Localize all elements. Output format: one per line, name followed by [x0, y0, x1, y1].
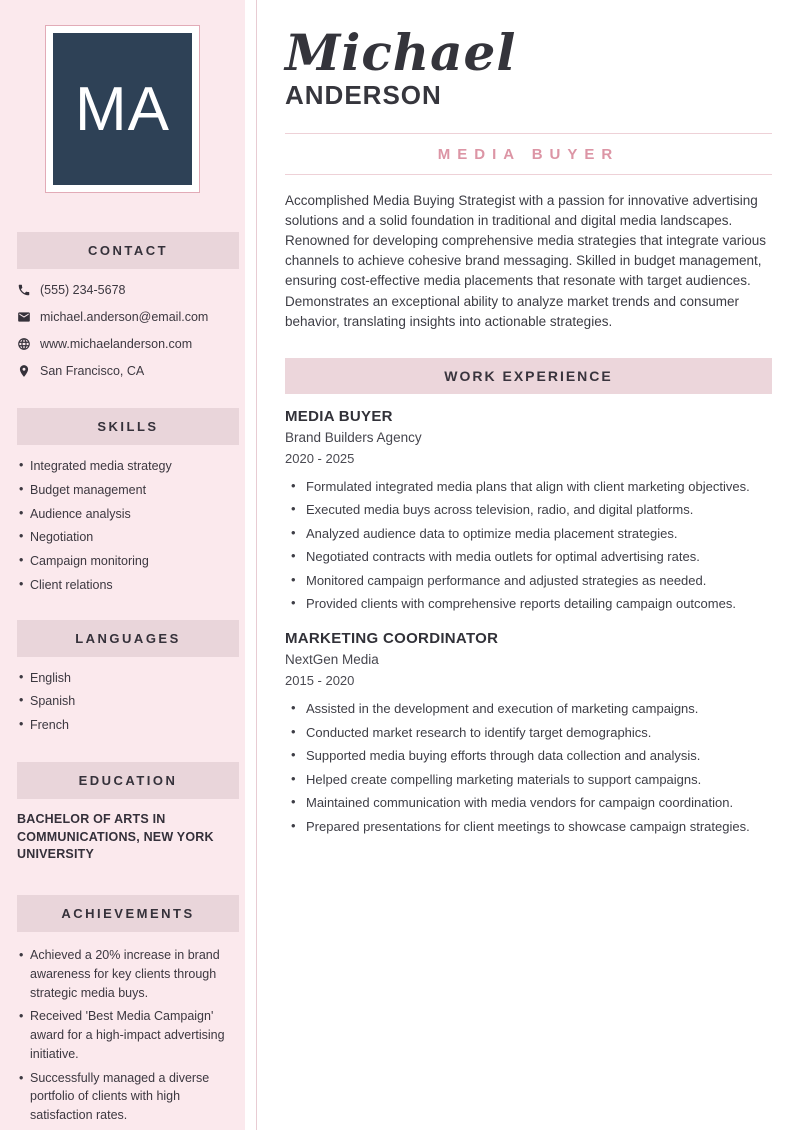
- job-bullet: • Assisted in the development and execution of marketing campaigns.: [285, 700, 772, 717]
- contact-row-website: [17, 336, 239, 351]
- job-bullet: • Analyzed audience data to optimize media placement strategies.: [285, 525, 772, 542]
- achievement-item: • Successfully managed a diverse portfolio of clients with high satisfaction rates.: [19, 1069, 235, 1125]
- last-name: ANDERSON: [285, 80, 442, 110]
- contact-row-location: [17, 363, 239, 378]
- job-bullet: • Provided clients with comprehensive reports detailing campaign outcomes.: [285, 595, 772, 612]
- divider-line: [285, 174, 772, 175]
- achievement-item: • Received 'Best Media Campaign' award for a high-impact advertising initiative.: [19, 1007, 235, 1063]
- job-bullet: • Executed media buys across television, radio, and digital platforms.: [285, 501, 772, 518]
- job-dates: 2020 - 2025: [285, 450, 355, 466]
- work-experience-header: WORK EXPERIENCE: [285, 358, 772, 394]
- language-item: • English: [19, 672, 239, 686]
- job-title: MARKETING COORDINATOR: [285, 630, 499, 648]
- skills-list: [19, 460, 239, 593]
- skill-item: • Budget management: [19, 484, 239, 498]
- contact-row-email: [17, 309, 239, 324]
- job-entry-2: [285, 630, 772, 835]
- education-degree: BACHELOR OF ARTS IN COMMUNICATIONS, NEW YORK UNIVERSITY: [17, 811, 214, 862]
- job-bullet: • Maintained communication with media vendors for campaign coordination.: [285, 794, 772, 811]
- languages-list: [19, 672, 239, 733]
- job-bullet-list: [285, 700, 772, 835]
- phone-icon: [17, 283, 31, 297]
- achievements-section-header: ACHIEVEMENTS: [17, 895, 239, 932]
- profile-summary: Accomplished Media Buying Strategist with a passion for innovative advertising solutions and a solid foundation in traditional and digital media landscapes. Renowned for developing comprehensive media strategies that integrate various channels to achieve cohesive brand messaging. Skilled in budget management, ensuring cost-effective media placements that resonate with target audiences. Demonstrates an exceptional ability to analyze market trends and consumer behavior, translating insights into actionable strategies.: [285, 193, 767, 329]
- globe-icon: [17, 337, 31, 351]
- contact-section-header: CONTACT: [17, 232, 239, 269]
- job-bullet: • Supported media buying efforts through data collection and analysis.: [285, 747, 772, 764]
- skill-item: • Negotiation: [19, 531, 239, 545]
- job-bullet: • Helped create compelling marketing materials to support campaigns.: [285, 771, 772, 788]
- contact-list: [17, 282, 239, 378]
- contact-phone-text: (555) 234-5678: [40, 282, 126, 297]
- skill-item: • Integrated media strategy: [19, 460, 239, 474]
- skills-section-header: SKILLS: [17, 408, 239, 445]
- job-bullet: • Monitored campaign performance and adjusted strategies as needed.: [285, 572, 772, 589]
- language-item: • French: [19, 719, 239, 733]
- contact-location-text: San Francisco, CA: [40, 363, 145, 378]
- first-name: Michael: [285, 23, 517, 82]
- languages-section-header: LANGUAGES: [17, 620, 239, 657]
- job-bullet: • Negotiated contracts with media outlets for optimal advertising rates.: [285, 548, 772, 565]
- job-title-band: [285, 133, 772, 175]
- job-bullet-list: [285, 478, 772, 613]
- contact-section: [0, 232, 245, 378]
- job-title: MEDIA BUYER: [285, 407, 393, 425]
- job-bullet: • Prepared presentations for client meetings to showcase campaign strategies.: [285, 818, 772, 835]
- email-icon: [17, 310, 31, 324]
- profile-photo-frame: [45, 25, 200, 193]
- skills-section: [0, 408, 245, 593]
- monogram-avatar: MA: [53, 33, 192, 185]
- languages-section: [0, 620, 245, 733]
- skill-item: • Campaign monitoring: [19, 555, 239, 569]
- main-column: [256, 0, 800, 1130]
- skill-item: • Client relations: [19, 579, 239, 593]
- sidebar: [0, 0, 245, 1130]
- education-section: [0, 762, 245, 864]
- job-dates: 2015 - 2020: [285, 673, 355, 689]
- job-bullet: • Formulated integrated media plans that align with client marketing objectives.: [285, 478, 772, 495]
- profile-job-title: MEDIA BUYER: [437, 146, 620, 163]
- skill-item: • Audience analysis: [19, 508, 239, 522]
- location-icon: [17, 364, 31, 378]
- contact-row-phone: [17, 282, 239, 297]
- language-item: • Spanish: [19, 695, 239, 709]
- job-company: NextGen Media: [285, 652, 379, 668]
- job-company: Brand Builders Agency: [285, 429, 422, 445]
- contact-website-text: www.michaelanderson.com: [40, 336, 193, 351]
- education-section-header: EDUCATION: [17, 762, 239, 799]
- job-bullet: • Conducted market research to identify target demographics.: [285, 724, 772, 741]
- achievements-section: [0, 895, 245, 1125]
- contact-email-text: michael.anderson@email.com: [40, 309, 209, 324]
- achievements-list: [19, 946, 235, 1125]
- job-entry-1: [285, 408, 772, 613]
- achievement-item: • Achieved a 20% increase in brand awareness for key clients through strategic media buys.: [19, 946, 235, 1002]
